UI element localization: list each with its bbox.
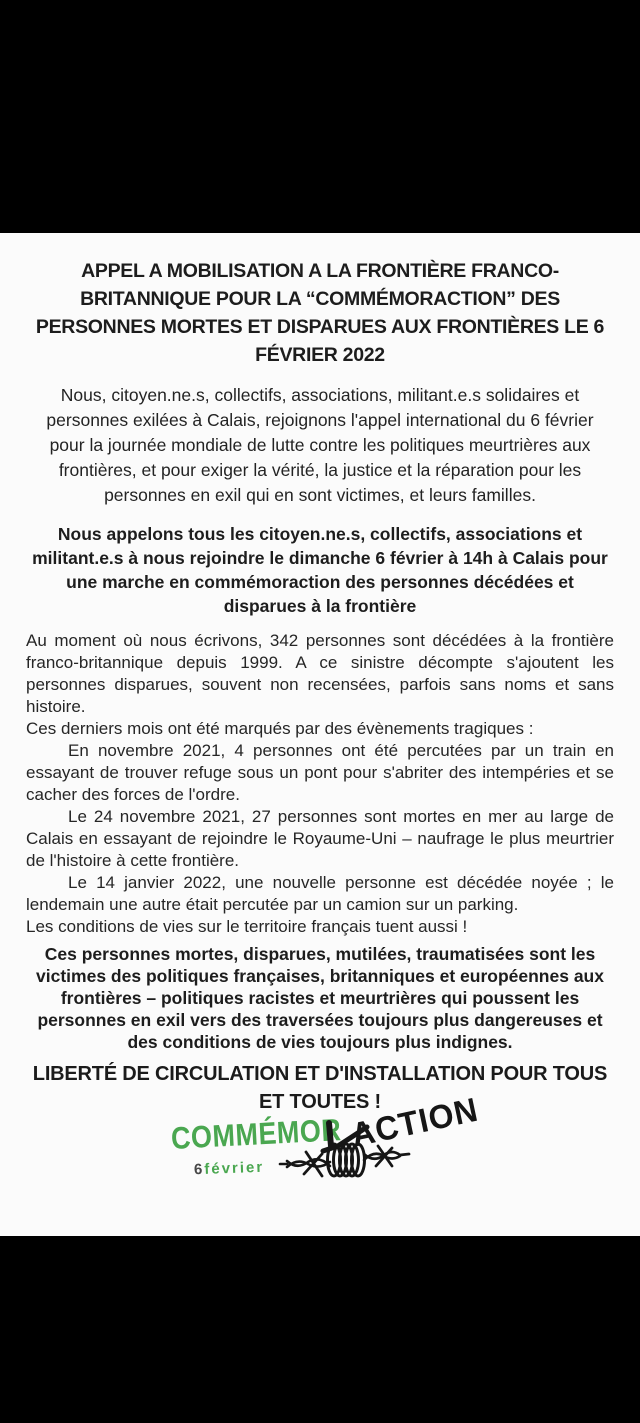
title-line: FÉVRIER 2022 [255,344,385,366]
body-paragraph-toll: Au moment où nous écrivons, 342 personnes sont décédées à la frontière franco-britannique depuis 1999. A ce sinistre décompte s'ajoutent les personnes disparues, souvent non recensées, parfois sans noms et sans histoire. [26,631,614,716]
intro-paragraph: Nous, citoyen.ne.s, collectifs, associations, militant.e.s solidaires et personnes exilées à Calais, rejoignons l'appel international du 6 février pour la journée mondiale de lutte contre les politiques meurtrières aux frontières, et pour exiger la vérité, la justice et la réparation pour les personnes en exil qui en sont victimes, et leurs familles. [46,385,594,505]
logo-commemor-text: COMMÉMOR [170,1112,343,1156]
title-line: PERSONNES MORTES ET DISPARUES AUX FRONTIÈRES LE 6 [35,316,605,338]
logo-date [194,1159,265,1178]
body-paragraph-shipwreck: Le 24 novembre 2021, 27 personnes sont mortes en mer au large de Calais en essayant de rejoindre le Royaume-Uni – naufrage le plus meurtrier de l'histoire à cette frontière. [26,807,614,870]
logo-action-text: ACTION [347,1090,482,1154]
slogan-line: LIBERTÉ DE CIRCULATION ET D'INSTALLATION POUR TOUS [32,1063,608,1085]
top-letterbox-bar [0,0,640,233]
victims-statement-paragraph: Ces personnes mortes, disparues, mutilées, traumatisées sont les victimes des politiques françaises, britanniques et européennes aux frontières – politiques racistes et meurtrières qui poussent les personnes en exil vers des traversées toujours plus dangereuses et des conditions de vies toujours plus indignes. [36,944,604,1052]
body-paragraph-tragic-events: Ces derniers mois ont été marqués par des évènements tragiques : [26,719,534,738]
body-paragraph-january: Le 14 janvier 2022, une nouvelle personne est décédée noyée ; le lendemain une autre était percutée par un camion sur un parking. [26,873,614,914]
title-line: BRITANNIQUE POUR LA “COMMÉMORACTION” DES [80,288,560,310]
title-line: APPEL A MOBILISATION A LA FRONTIÈRE FRANCO- [81,260,559,282]
body-text-block [26,630,614,938]
flyer-page [0,233,640,1236]
bottom-letterbox-bar [0,1236,640,1423]
freedom-slogan [26,1060,614,1116]
flyer-title [26,257,614,369]
logo-date-day: 6 [193,1160,205,1179]
call-to-action-paragraph: Nous appelons tous les citoyen.ne.s, collectifs, associations et militant.e.s à nous rejoindre le dimanche 6 février à 14h à Calais pour une marche en commémoraction des personnes décédées et disparues à la frontière [32,524,608,616]
body-paragraph-conditions: Les conditions de vies sur le territoire français tuent aussi ! [26,917,468,936]
body-paragraph-november: En novembre 2021, 4 personnes ont été percutées par un train en essayant de trouver refuge sous un pont pour s'abriter des intempéries et se cacher des forces de l'ordre. [26,741,614,804]
logo-date-month: février [204,1158,265,1178]
slogan-line: ET TOUTES ! [259,1091,381,1113]
barbed-wire-icon [278,1120,418,1200]
